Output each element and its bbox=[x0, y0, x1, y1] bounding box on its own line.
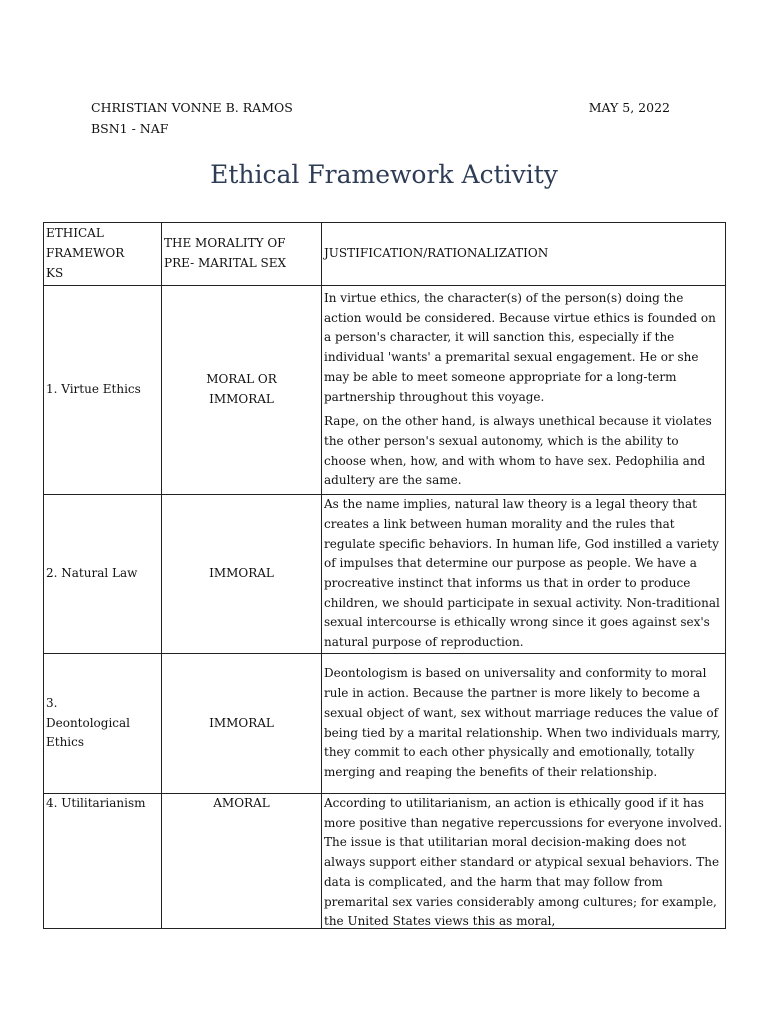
justification-paragraph: According to utilitarianism, an action is ethically good if it has more positive than negative repercussions for everyone involved. The issue is that utilitarian moral decision-making does not always support either standard or atypical sexual behaviors. The data is complicated, and the harm that may follow from premarital sex varies considerably among cultures; for example, the United States views this as moral, bbox=[324, 796, 723, 928]
justification-cell bbox=[322, 794, 726, 929]
document-date: MAY 5, 2022 bbox=[588, 100, 670, 115]
header-line: PRE- MARITAL SEX bbox=[164, 256, 287, 270]
author-name: CHRISTIAN VONNE B. RAMOS bbox=[91, 100, 293, 115]
justification-paragraph: Rape, on the other hand, is always unethical because it violates the other person's sexual autonomy, which is the ability to choose when, how, and with whom to have sex. Pedophilia and adultery are the same. bbox=[324, 414, 712, 488]
header-morality bbox=[162, 223, 322, 286]
framework-line: Ethics bbox=[46, 735, 85, 750]
morality-cell bbox=[162, 794, 322, 929]
framework-cell: 1. Virtue Ethics bbox=[44, 286, 162, 495]
justification-cell bbox=[322, 495, 726, 654]
justification-clip bbox=[324, 794, 723, 928]
header-line: KS bbox=[46, 265, 64, 280]
author-section: BSN1 - NAF bbox=[91, 121, 169, 136]
morality-cell bbox=[162, 495, 322, 654]
header-line: THE MORALITY OF bbox=[164, 236, 286, 251]
header-ethical-frameworks bbox=[44, 223, 162, 286]
framework-line: 3. bbox=[46, 695, 58, 710]
table-row bbox=[44, 286, 726, 495]
framework-cell: 2. Natural Law bbox=[44, 495, 162, 654]
morality-cell bbox=[162, 286, 322, 495]
morality-line: MORAL OR bbox=[206, 372, 277, 387]
ethical-framework-table bbox=[43, 222, 726, 929]
justification-paragraph: Deontologism is based on universality and conformity to moral rule in action. Because the partner is more likely to become a sexual object of want, sex without marriage reduces the value of being tied by a marital relationship. When two individuals marry, they commit to each other physically and emotionally, totally merging and reaping the benefits of their relationship. bbox=[324, 666, 721, 779]
justification-cell bbox=[322, 654, 726, 794]
table-row bbox=[44, 654, 726, 794]
framework-cell: 4. Utilitarianism bbox=[44, 794, 162, 929]
morality-line: AMORAL bbox=[213, 796, 270, 810]
table-header-row bbox=[44, 223, 726, 286]
document-title: Ethical Framework Activity bbox=[210, 160, 558, 189]
header-justification: JUSTIFICATION/RATIONALIZATION bbox=[322, 223, 726, 286]
framework-line: Deontological bbox=[46, 715, 131, 730]
morality-line: IMMORAL bbox=[209, 392, 274, 406]
header-line: FRAMEWOR bbox=[46, 246, 125, 261]
header-line: ETHICAL bbox=[46, 226, 104, 241]
table-row bbox=[44, 495, 726, 654]
table-row bbox=[44, 794, 726, 929]
morality-line: IMMORAL bbox=[209, 715, 274, 730]
morality-line: IMMORAL bbox=[209, 566, 274, 581]
justification-paragraph: In virtue ethics, the character(s) of the person(s) doing the action would be considered. Because virtue ethics is founded on a person's character, it will sanction this, especially if the individual 'wants' a premarital sexual engagement. He or she may be able to meet someone appropriate for a long-term partnership throughout this voyage. bbox=[324, 290, 716, 404]
justification-paragraph: As the name implies, natural law theory is a legal theory that creates a link between human morality and the rules that regulate specific behaviors. In human life, God instilled a variety of impulses that determine our purpose as people. We have a procreative instinct that informs us that in order to produce children, we should participate in sexual activity. Non-traditional sexual intercourse is ethically wrong since it goes against sex's natural purpose of reproduction. bbox=[324, 497, 720, 650]
author-block bbox=[91, 97, 293, 139]
framework-cell bbox=[44, 654, 162, 794]
justification-cell bbox=[322, 286, 726, 495]
morality-cell bbox=[162, 654, 322, 794]
